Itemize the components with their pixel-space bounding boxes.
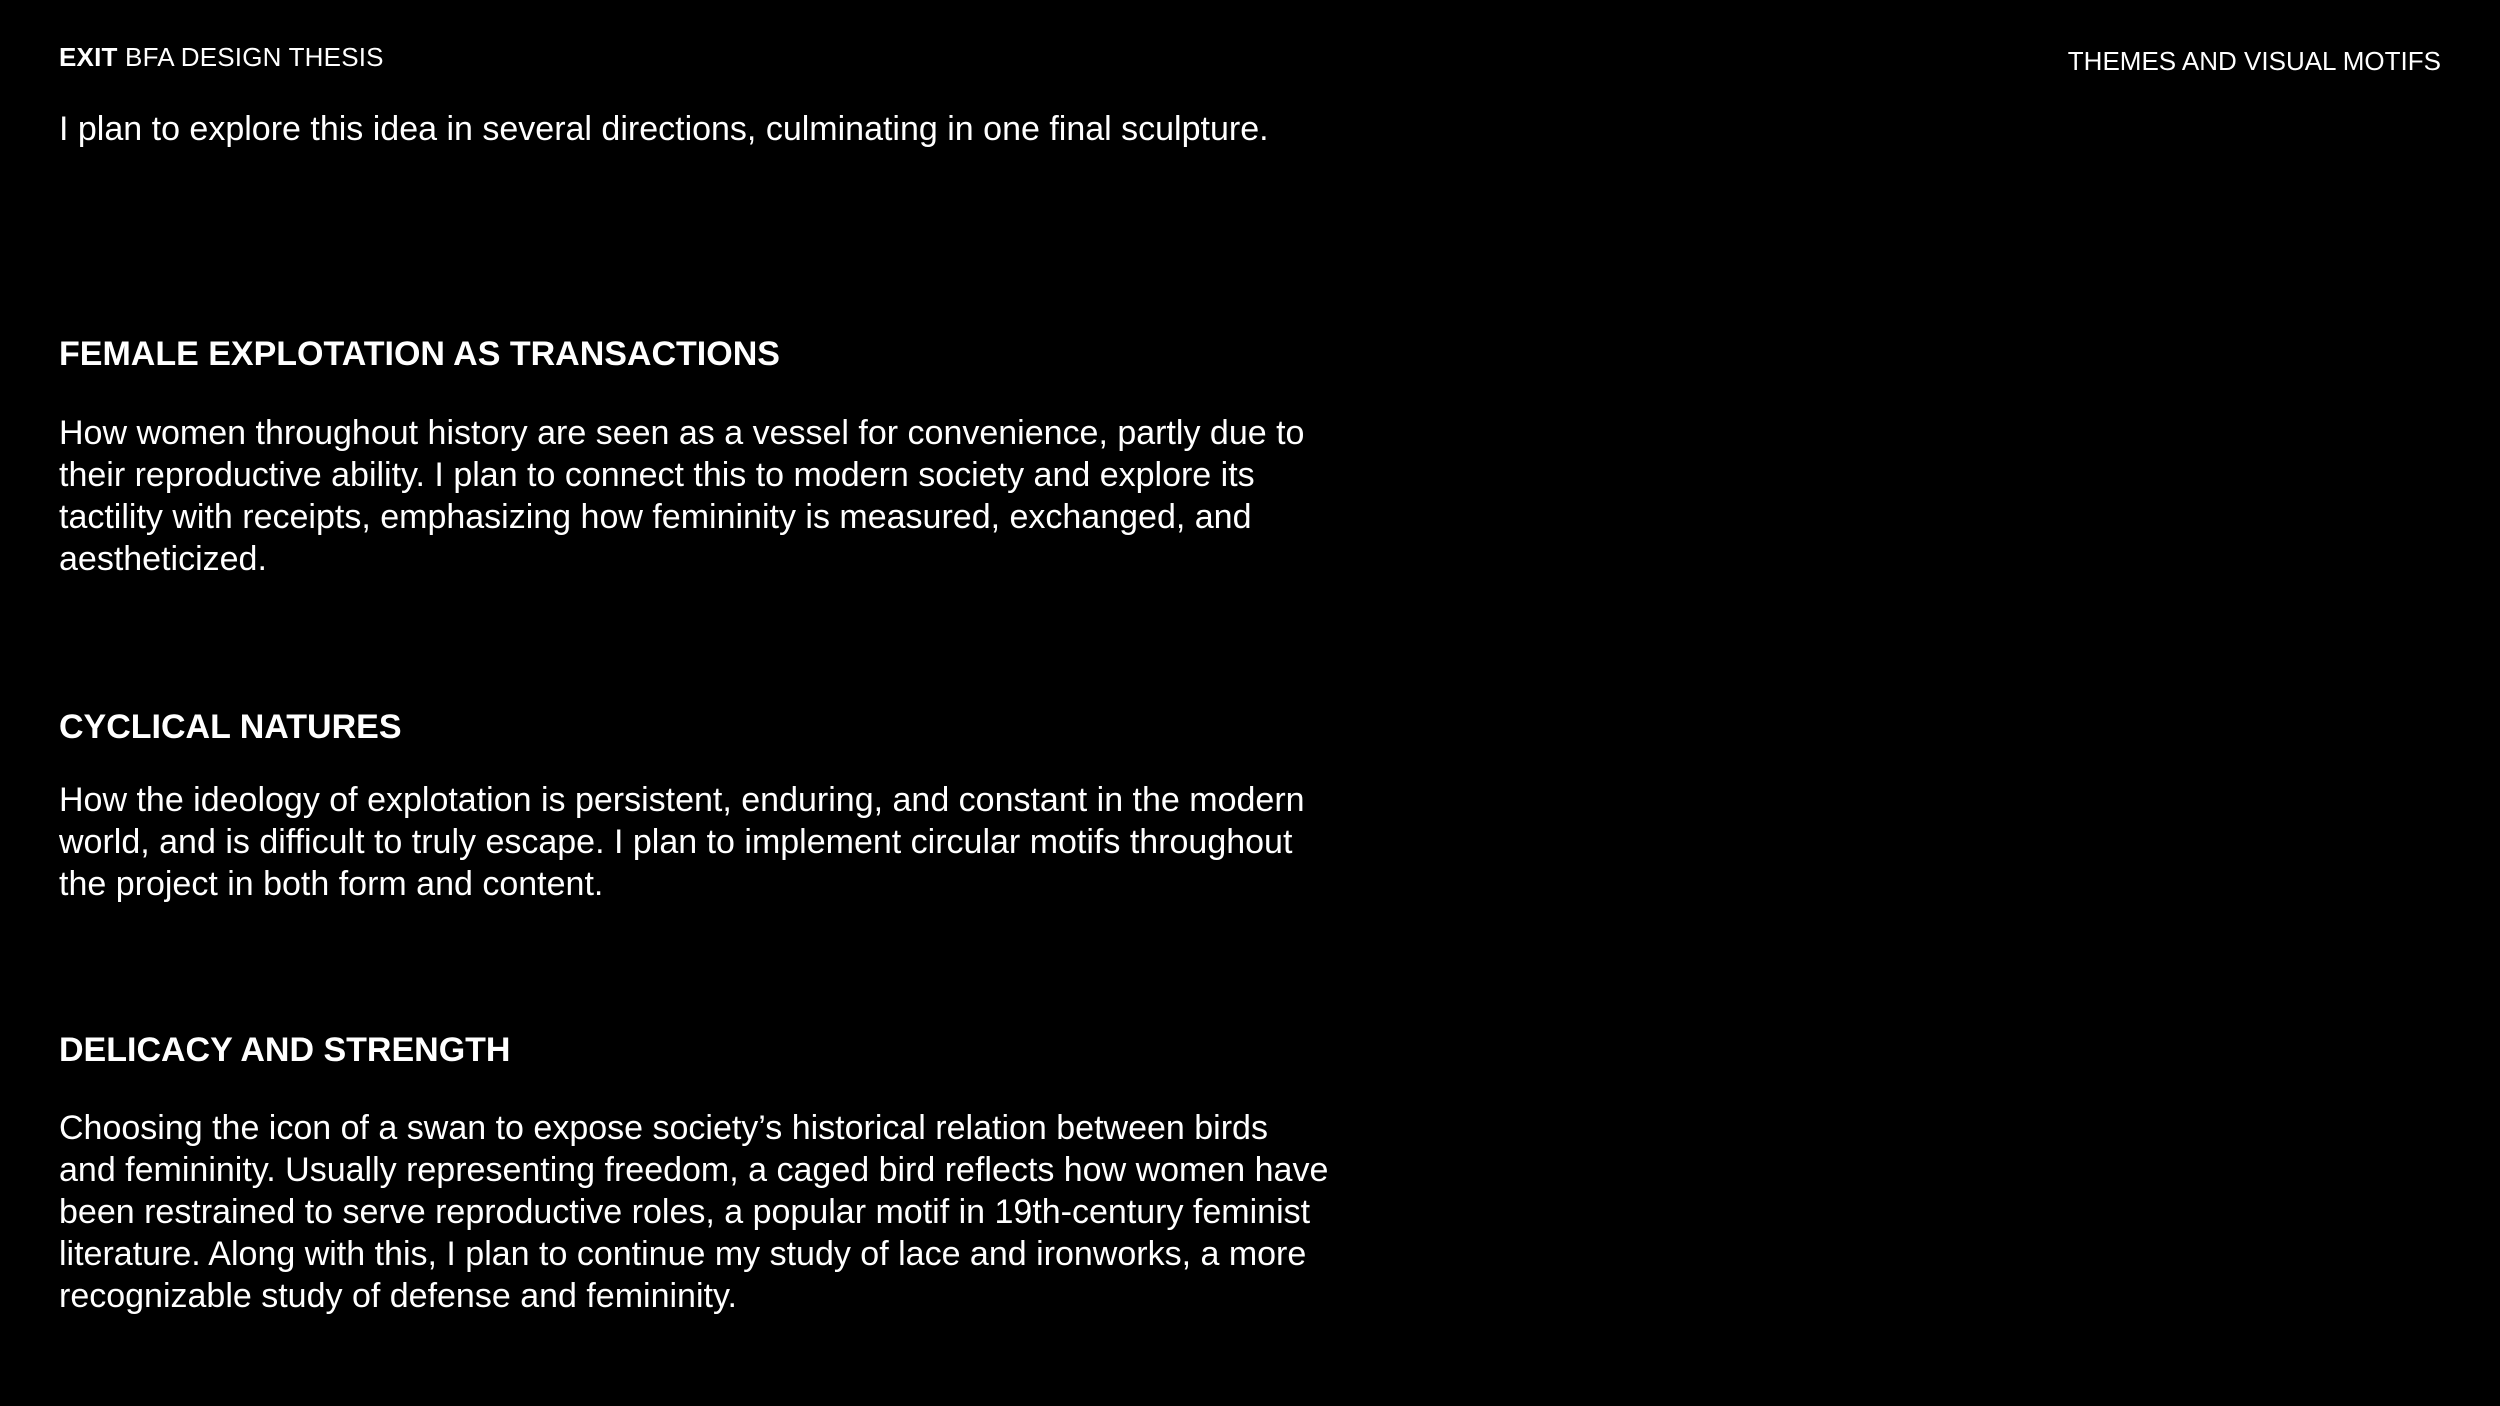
section-title: THEMES AND VISUAL MOTIFS <box>2067 46 2441 76</box>
section-body-delicacy: Choosing the icon of a swan to expose society’s historical relation between birds and femininity. Usually representing freedom, a caged bird reflects how women have been restrained to serve reproductive roles, a popular motif in 19th-century feminist literature. Along with this, I plan to continue my study of lace and ironworks, a more recognizable study of defense and femininity. <box>59 1109 1329 1315</box>
section-heading-delicacy: DELICACY AND STRENGTH <box>59 1031 511 1069</box>
brand-thesis-label: BFA DESIGN THESIS <box>125 42 384 72</box>
section-body-transactions: How women throughout history are seen as a vessel for convenience, partly due to their reproductive ability. I plan to connect this to modern society and explore its tactility with receipts, emphasizing how femininity is measured, exchanged, and aestheticized. <box>59 414 1305 578</box>
section-heading-transactions: FEMALE EXPLOTATION AS TRANSACTIONS <box>59 335 780 373</box>
section-body-cyclical: How the ideology of explotation is persistent, enduring, and constant in the modern world, and is difficult to truly escape. I plan to implement circular motifs throughout the project in both form and content. <box>59 781 1305 903</box>
intro-text: I plan to explore this idea in several directions, culminating in one final sculpture. <box>59 110 1269 148</box>
brand-exit: EXIT <box>59 42 118 72</box>
header-brand <box>59 41 384 73</box>
section-heading-cyclical: CYCLICAL NATURES <box>59 708 402 746</box>
